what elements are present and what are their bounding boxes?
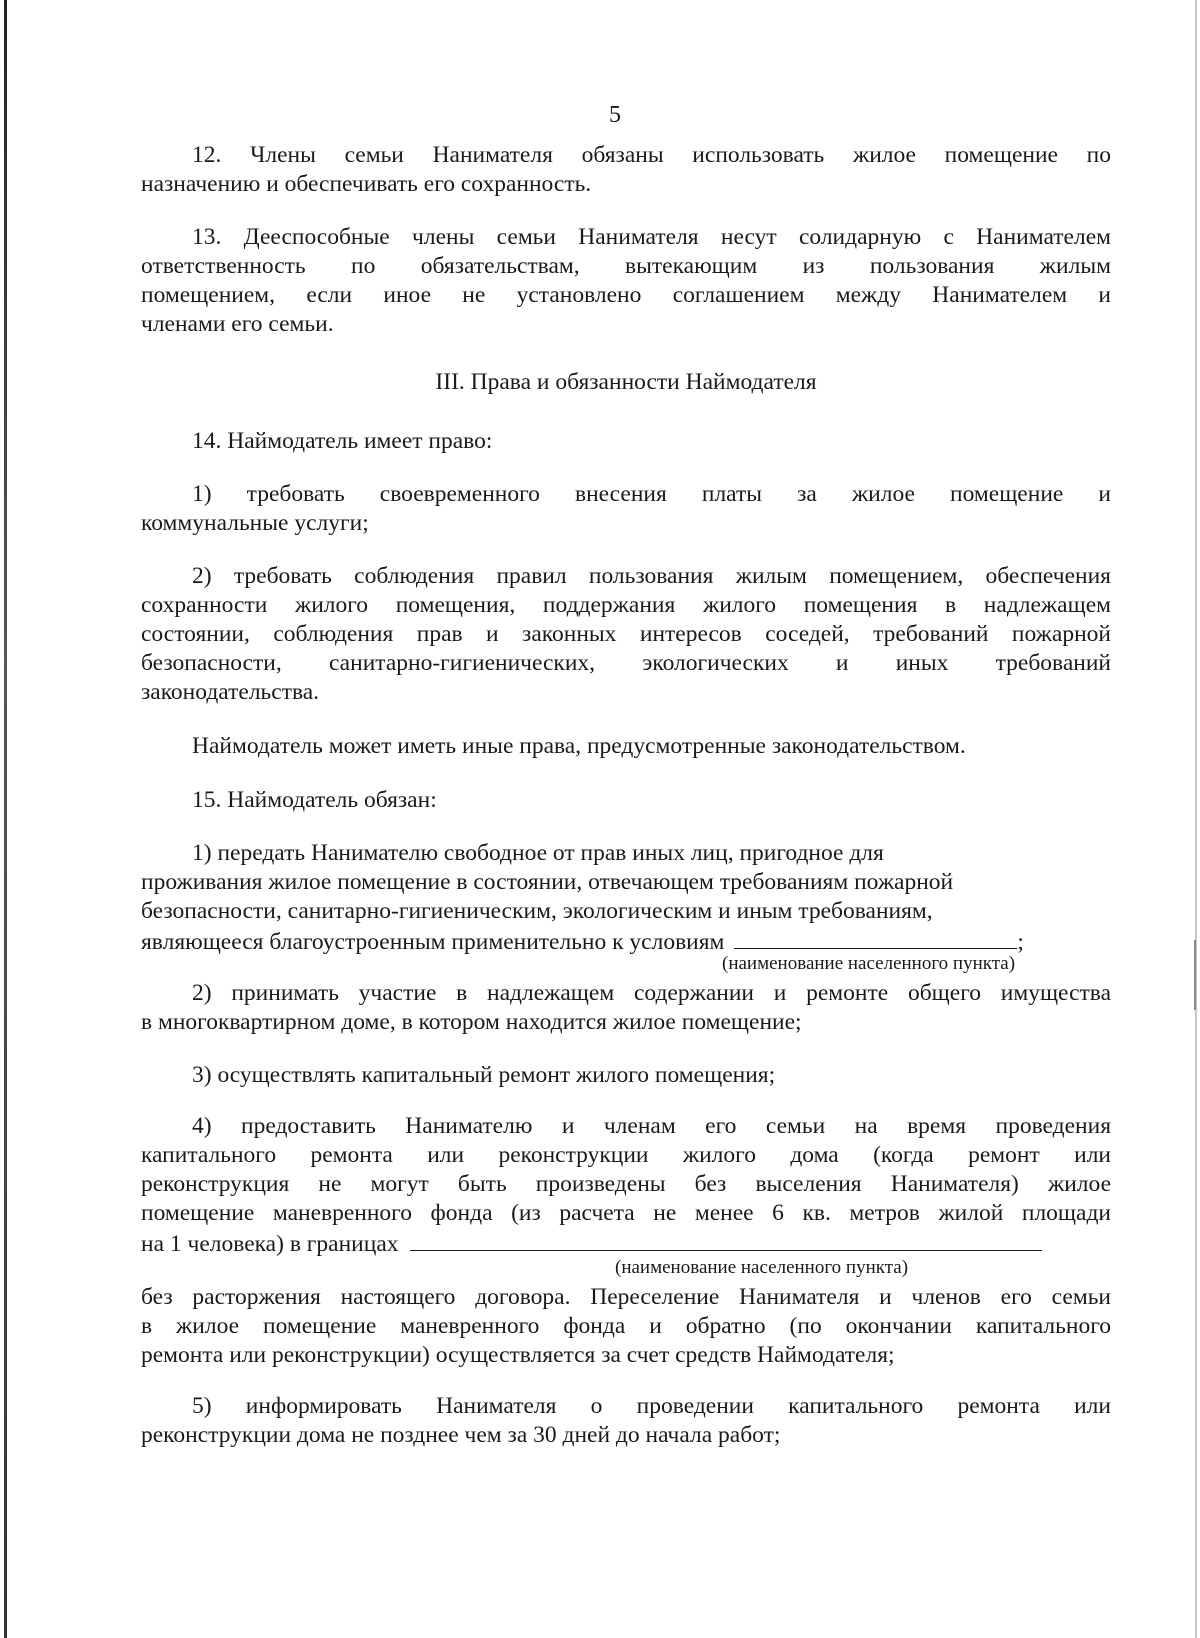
clause-13-line: членами его семьи. <box>141 311 334 337</box>
clause-15-5-line: реконструкции дома не позднее чем за 30 дней до начала работ; <box>141 1422 781 1448</box>
clause-15-1-line: безопасности, санитарно-гигиеническим, экологическим и иным требованиям, <box>141 898 933 924</box>
clause-15-4-line: капитального ремонта или реконструкции жилого дома (когда ремонт или <box>141 1142 1111 1168</box>
clause-15-3 <box>141 1061 1111 1090</box>
clause-14-2-line: безопасности, санитарно-гигиенических, экологических и иных требований <box>141 650 1111 676</box>
clause-15-4-line: помещение маневренного фонда (из расчета не менее 6 кв. метров жилой площади <box>141 1200 1111 1226</box>
clause-15-4-line-5-text: на 1 человека) в границах <box>141 1231 399 1257</box>
scan-edge-mark <box>1194 940 1196 1010</box>
clause-15-1-line-4-text: являющееся благоустроенным применительно к условиям <box>141 929 725 955</box>
clause-15-1-line: проживания жилое помещение в состоянии, отвечающем требованиям пожарной <box>141 869 954 895</box>
clause-15-5 <box>141 1392 1111 1450</box>
clause-15 <box>141 786 1111 815</box>
clause-15-4-line: 4) предоставить Нанимателю и членам его семьи на время проведения <box>192 1113 1111 1139</box>
clause-15-line: 15. Наймодатель обязан: <box>192 787 437 813</box>
clause-15-4-line: без расторжения настоящего договора. Переселение Нанимателя и членов его семьи <box>141 1284 1111 1310</box>
clause-14-1-line: 1) требовать своевременного внесения платы за жилое помещение и <box>192 481 1111 507</box>
boundaries-caption: (наименование населенного пункта) <box>615 1257 909 1278</box>
clause-14 <box>141 427 1111 456</box>
clause-15-4-line-5 <box>141 1228 1111 1257</box>
clause-15-4-line: реконструкция не могут быть произведены без выселения Нанимателя) жилое <box>141 1171 1111 1197</box>
clause-14-other-line: Наймодатель может иметь иные права, предусмотренные законодательством. <box>192 733 966 759</box>
page-number: 5 <box>609 102 621 128</box>
settlement-caption: (наименование населенного пункта) <box>722 953 1016 974</box>
clause-13-line: 13. Дееспособные члены семьи Нанимателя несут солидарную с Нанимателем <box>192 224 1111 250</box>
clause-14-2-line: сохранности жилого помещения, поддержания жилого помещения в надлежащем <box>141 592 1111 618</box>
clause-14-1-line: коммунальные услуги; <box>141 510 369 536</box>
boundaries-blank <box>410 1228 1042 1251</box>
clause-12-line: назначению и обеспечивать его сохранность. <box>141 171 592 197</box>
clause-15-4-line: ремонта или реконструкции) осуществляется за счет средств Наймодателя; <box>141 1342 895 1368</box>
clause-13-line: ответственность по обязательствам, вытекающим из пользования жилым <box>141 253 1111 279</box>
clause-14-other <box>141 732 1111 761</box>
clause-12-line: 12. Члены семьи Нанимателя обязаны использовать жилое помещение по <box>192 142 1111 168</box>
scan-edge-right <box>1195 0 1197 1638</box>
clause-15-1-semicolon: ; <box>1017 929 1024 955</box>
clause-14-1 <box>141 480 1111 538</box>
settlement-blank <box>734 926 1017 949</box>
clause-15-1-line: 1) передать Нанимателю свободное от прав иных лиц, пригодное для <box>192 840 884 866</box>
clause-14-2-line: законодательства. <box>141 679 320 705</box>
scan-edge-left <box>4 0 7 1638</box>
clause-14-2-line: 2) требовать соблюдения правил пользования жилым помещением, обеспечения <box>192 563 1111 589</box>
clause-15-1-line-4 <box>141 926 1111 955</box>
clause-14-2 <box>141 562 1111 707</box>
clause-15-3-line: 3) осуществлять капитальный ремонт жилого помещения; <box>192 1062 776 1088</box>
section-heading: III. Права и обязанности Наймодателя <box>435 369 817 395</box>
clause-15-2 <box>141 979 1111 1037</box>
clause-14-line: 14. Наймодатель имеет право: <box>192 428 493 454</box>
clause-15-5-line: 5) информировать Нанимателя о проведении капитального ремонта или <box>192 1393 1111 1419</box>
clause-15-2-line: 2) принимать участие в надлежащем содержании и ремонте общего имущества <box>192 980 1111 1006</box>
clause-12 <box>141 141 1111 199</box>
clause-15-1 <box>141 839 1111 955</box>
clause-13 <box>141 223 1111 339</box>
clause-15-4-continued <box>141 1283 1111 1370</box>
clause-14-2-line: состоянии, соблюдения прав и законных интересов соседей, требований пожарной <box>141 621 1111 647</box>
clause-15-4 <box>141 1112 1111 1257</box>
clause-13-line: помещением, если иное не установлено соглашением между Нанимателем и <box>141 282 1111 308</box>
clause-15-4-line: в жилое помещение маневренного фонда и обратно (по окончании капитального <box>141 1313 1111 1339</box>
clause-15-2-line: в многоквартирном доме, в котором находится жилое помещение; <box>141 1009 802 1035</box>
